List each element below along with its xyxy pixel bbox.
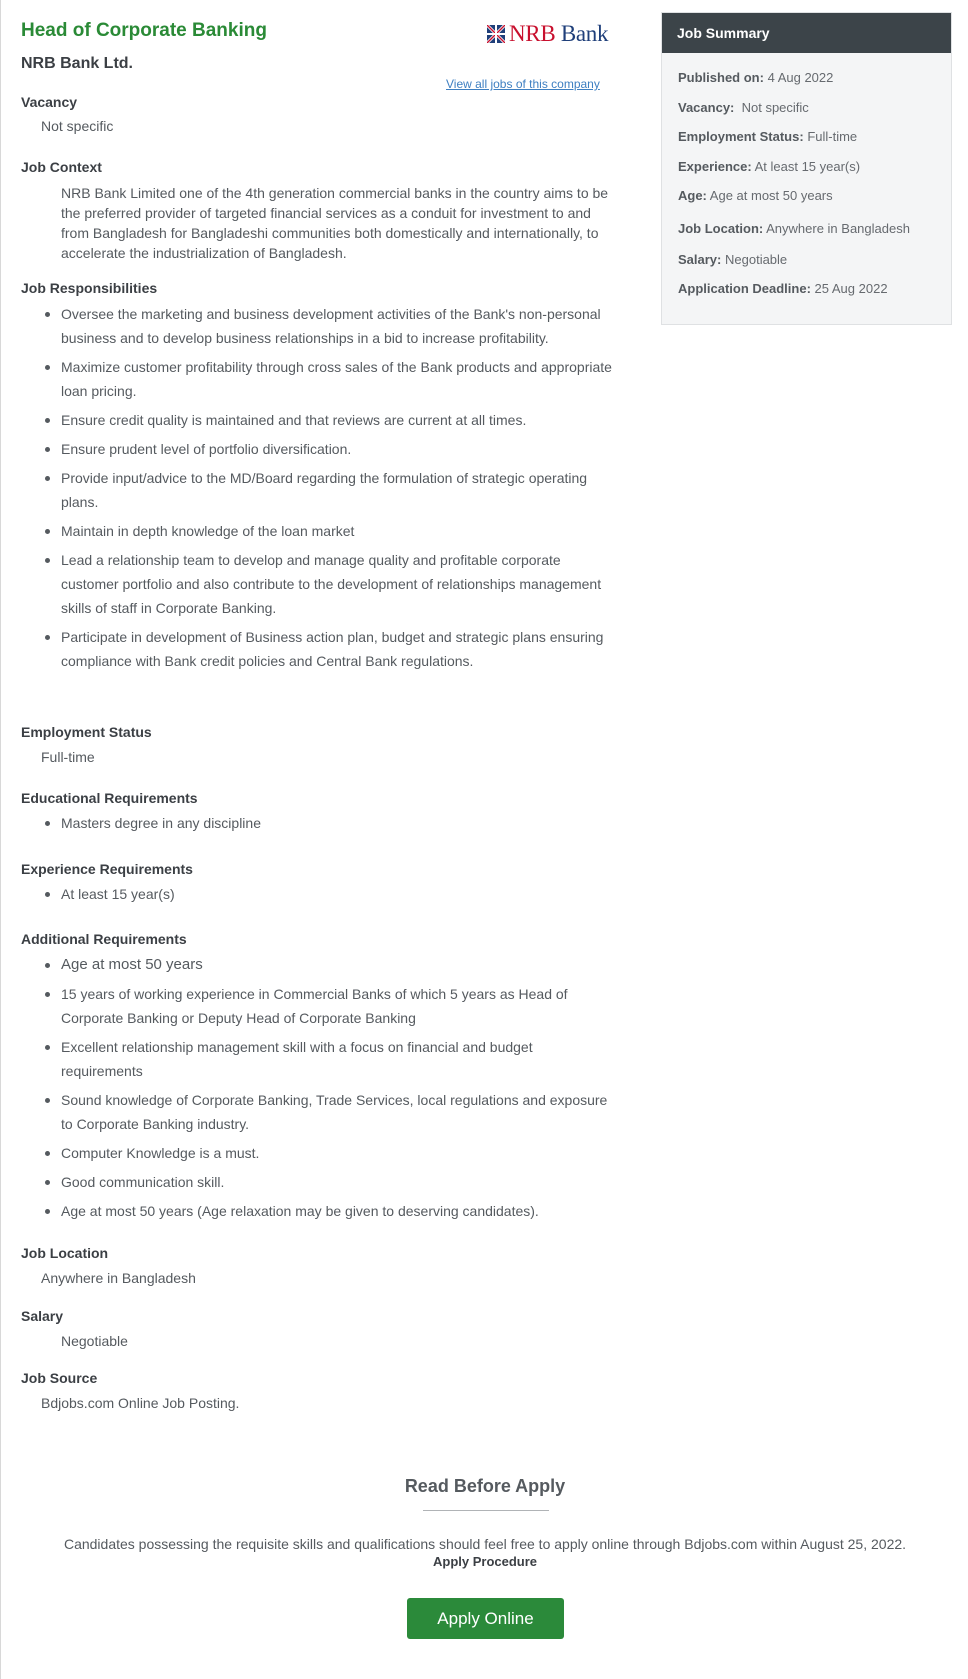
company-name: NRB Bank Ltd. [21, 55, 133, 72]
job-context-text: NRB Bank Limited one of the 4th generation commercial banks in the country aims to be the preferred provider of targeted financial services as a conduit for investment to and from Bangladesh for Bangladeshi communities both domestically and internationally, to accelerate the industrialization of Bangladesh. [61, 185, 609, 261]
job-context-heading: Job Context [21, 159, 102, 175]
summary-label: Age: [678, 188, 707, 203]
read-before-apply-title: Read Before Apply [404, 1476, 566, 1496]
additional-list [45, 953, 615, 1228]
summary-value: At least 15 year(s) [754, 159, 861, 174]
list-item: Masters degree in any discipline [45, 811, 615, 835]
summary-value: Full-time [807, 129, 858, 144]
apply-online-button[interactable]: Apply Online [407, 1598, 564, 1639]
job-location-value: Anywhere in Bangladesh [41, 1270, 196, 1286]
view-all-jobs-link[interactable]: View all jobs of this company [446, 77, 600, 91]
nrb-logo-mark-icon [487, 25, 505, 43]
list-item: Ensure credit quality is maintained and that reviews are current at all times. [45, 408, 615, 432]
responsibilities-heading: Job Responsibilities [21, 280, 158, 296]
job-title: Head of Corporate Banking [21, 20, 267, 41]
summary-row-vacancy [678, 100, 809, 115]
list-item: Oversee the marketing and business development activities of the Bank's non-personal business and to develop business relationships in a bid to increase profitability. [45, 302, 615, 350]
logo-text-nrb: NRB [509, 21, 556, 46]
summary-row-job-location [678, 221, 910, 236]
job-source-value: Bdjobs.com Online Job Posting. [41, 1395, 240, 1411]
list-item: At least 15 year(s) [45, 882, 615, 906]
additional-heading: Additional Requirements [21, 931, 187, 947]
list-item: Sound knowledge of Corporate Banking, Trade Services, local regulations and exposure to Corporate Banking industry. [45, 1088, 615, 1136]
experience-heading: Experience Requirements [21, 861, 193, 877]
summary-label: Application Deadline: [678, 281, 811, 296]
summary-row-age [678, 188, 833, 203]
job-summary-title: Job Summary [662, 13, 951, 53]
list-item: 15 years of working experience in Commercial Banks of which 5 years as Head of Corporate Banking or Deputy Head of Corporate Banking [45, 982, 615, 1030]
summary-value: Age at most 50 years [709, 188, 833, 203]
summary-label: Salary: [678, 252, 722, 267]
summary-value: Not specific [741, 100, 809, 115]
summary-value: 25 Aug 2022 [814, 281, 888, 296]
summary-label: Job Location: [678, 221, 764, 236]
divider [423, 1510, 549, 1511]
list-item: Computer Knowledge is a must. [45, 1141, 615, 1165]
list-item: Provide input/advice to the MD/Board regarding the formulation of strategic operating plans. [45, 466, 615, 514]
list-item: Lead a relationship team to develop and manage quality and profitable corporate customer portfolio and also contribute to the development of relationships management skills of staff in Corporate Banking. [45, 548, 615, 620]
list-item: Age at most 50 years [45, 953, 615, 977]
summary-value: Negotiable [725, 252, 788, 267]
employment-status-heading: Employment Status [21, 724, 152, 740]
list-item: Excellent relationship management skill with a focus on financial and budget requirements [45, 1035, 615, 1083]
list-item: Age at most 50 years (Age relaxation may be given to deserving candidates). [45, 1199, 615, 1223]
summary-row-published [678, 70, 833, 85]
summary-label: Published on: [678, 70, 764, 85]
list-item: Good communication skill. [45, 1170, 615, 1194]
list-item: Ensure prudent level of portfolio diversification. [45, 437, 615, 461]
summary-value: 4 Aug 2022 [767, 70, 834, 85]
job-source-heading: Job Source [21, 1370, 98, 1386]
summary-row-deadline [678, 281, 888, 296]
summary-label: Experience: [678, 159, 752, 174]
education-heading: Educational Requirements [21, 790, 198, 806]
summary-label: Vacancy: [678, 100, 735, 115]
education-list [45, 811, 615, 840]
summary-row-experience [678, 159, 860, 174]
responsibilities-list [45, 302, 615, 678]
list-item: Maximize customer profitability through cross sales of the Bank products and appropriate loan pricing. [45, 355, 615, 403]
experience-list [45, 882, 615, 911]
apply-procedure-label: Apply Procedure [432, 1554, 538, 1569]
list-item: Maintain in depth knowledge of the loan market [45, 519, 615, 543]
job-summary-panel [661, 12, 952, 325]
job-location-heading: Job Location [21, 1245, 109, 1261]
summary-row-salary [678, 252, 787, 267]
vacancy-value: Not specific [41, 118, 114, 134]
logo-text-bank: Bank [560, 21, 609, 46]
list-item: Participate in development of Business action plan, budget and strategic plans ensuring compliance with Bank credit policies and Central Bank regulations. [45, 625, 615, 673]
vacancy-heading: Vacancy [21, 94, 78, 110]
company-logo [487, 20, 608, 48]
salary-value: Negotiable [61, 1333, 128, 1349]
employment-status-value: Full-time [41, 749, 95, 765]
summary-label: Employment Status: [678, 129, 804, 144]
summary-value: Anywhere in Bangladesh [766, 221, 910, 236]
apply-instructions-text: Candidates possessing the requisite skills and qualifications should feel free to apply online through Bdjobs.com within August 25, 2022. [63, 1536, 907, 1552]
salary-heading: Salary [21, 1308, 64, 1324]
summary-row-employment-status [678, 129, 857, 144]
